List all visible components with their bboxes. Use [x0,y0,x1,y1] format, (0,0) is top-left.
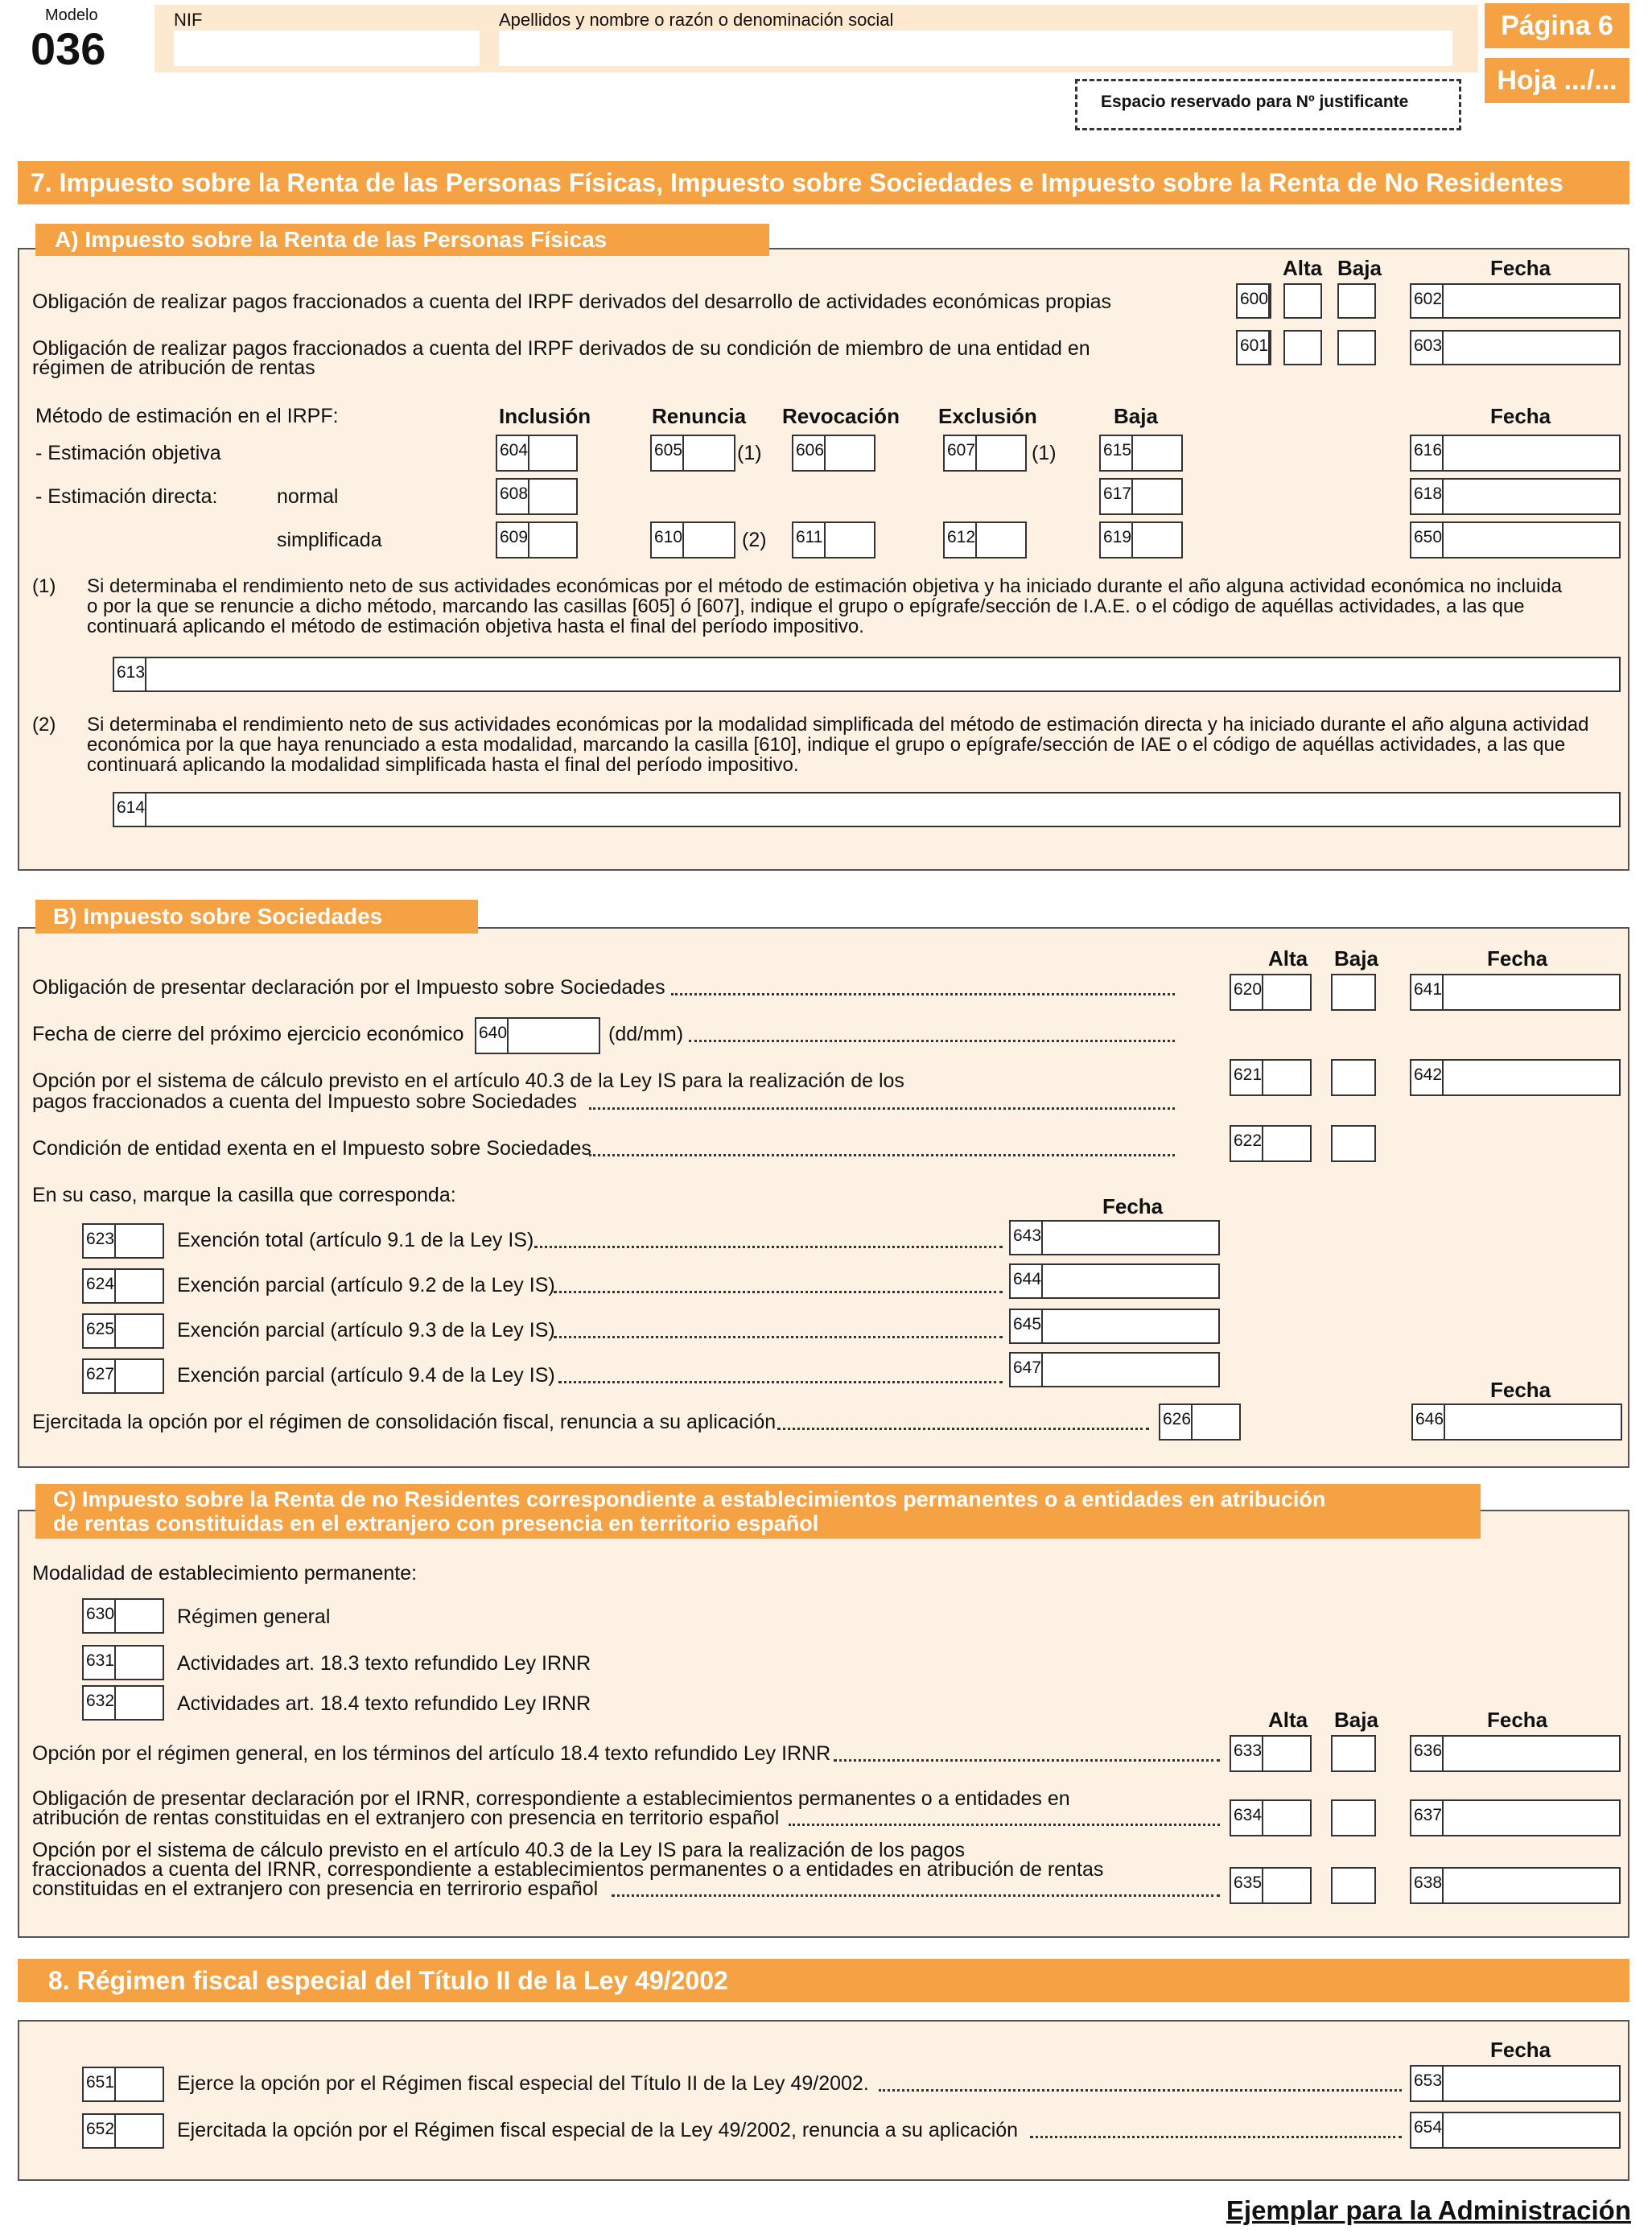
fecha-654-field[interactable]: 654 [1410,2112,1621,2149]
s8-r2-label: Ejercitada la opción por el Régimen fiscal especial de la Ley 49/2002, renuncia a su aplicación [177,2119,1019,2141]
section-b-title: B) Impuesto sobre Sociedades [35,900,478,934]
inclusion-header: Inclusión [499,404,591,428]
section-c-title: C) Impuesto sobre la Renta de no Residentes correspondiente a establecimientos permanentes o a entidades en atribución de rentas constituidas en el extranjero con presencia en territorio español [35,1484,1481,1539]
nombre-input[interactable] [499,31,1452,66]
a-row1-label: Obligación de realizar pagos fraccionados a cuenta del IRPF derivados del desarrollo de actividades económicas propias [32,291,1112,313]
box-606[interactable]: 606 [792,435,875,472]
code-separator [507,1019,509,1053]
baja-601-checkbox[interactable] [1337,330,1376,365]
fecha-644-field[interactable]: 644 [1009,1263,1220,1299]
code-separator [114,1315,116,1347]
field-613[interactable]: 613 [113,657,1621,692]
note-ref-1b: (1) [1032,442,1057,464]
code-separator [145,793,146,826]
fecha-647-field[interactable]: 647 [1009,1352,1220,1387]
ex2-leader [554,1291,1003,1293]
code-separator [1041,1265,1043,1297]
objetiva-label: - Estimación objetiva [35,442,221,464]
code-separator [114,2068,116,2100]
code-separator [114,1687,116,1719]
box-635[interactable]: 635 [1230,1867,1312,1904]
modalidad-label: Modalidad de establecimiento permanente: [32,1562,418,1585]
box-633[interactable]: 633 [1230,1735,1312,1772]
field-614[interactable]: 614 [113,792,1621,827]
fecha-636-field[interactable]: 636 [1410,1735,1621,1772]
box-630[interactable]: 630 [82,1598,164,1634]
a-alta-header: Alta [1283,256,1323,280]
hoja-badge: Hoja .../... [1485,58,1629,103]
nif-input[interactable] [174,31,480,66]
ex4-label: Exención parcial (artículo 9.4 de la Ley IS) [177,1364,555,1387]
code-separator [1262,1801,1263,1835]
code-separator [1442,1061,1444,1094]
code-separator [114,1600,116,1632]
box-624[interactable]: 624 [82,1268,164,1304]
box-651[interactable]: 651 [82,2067,164,2102]
b-row2-label: Fecha de cierre del próximo ejercicio económico [32,1023,464,1045]
note2-number: (2) [32,714,56,736]
b-fecha3-header: Fecha [1490,1378,1551,1402]
m1-label: Régimen general [177,1605,331,1628]
code-separator [1262,1737,1263,1770]
code-separator [114,1225,116,1257]
code-separator [1442,1737,1444,1770]
b-row3-leader [589,1107,1175,1110]
simplificada-label: simplificada [277,529,382,551]
c-alta-header: Alta [1268,1708,1308,1732]
s8-r2-leader [1030,2136,1402,2138]
code-separator [1268,332,1270,364]
b-fecha-header: Fecha [1487,946,1548,971]
c-r2-label-a: Obligación de presentar declaración por el IRNR, correspondiente a establecimientos permanentes o a entidades en [32,1787,1070,1810]
ex1-leader [534,1246,1003,1248]
pagina-badge: Página 6 [1485,3,1629,48]
code-separator [682,523,684,557]
b-baja-header: Baja [1334,946,1378,971]
code-separator [528,436,529,470]
note2-text: Si determinaba el rendimiento neto de sus actividades económicas por la modalidad simplificada del método de estimación directa y ha iniciado durante el año alguna actividad económica por la que haya renunciado a esta modalidad, marcando la casilla [610], indique el grupo o epígrafe/sección de IAE o el código de aquéllas actividades, a las que continuará aplicando la modalidad simplificada hasta el final del período impositivo. [87,714,1589,776]
baja-634-checkbox[interactable] [1331,1799,1376,1836]
c-baja-header: Baja [1334,1708,1378,1732]
nombre-label: Apellidos y nombre o razón o denominación social [499,10,894,30]
note-ref-1a: (1) [737,442,762,464]
box-652[interactable]: 652 [82,2113,164,2149]
box-620[interactable]: 620 [1230,974,1312,1011]
code-separator [1262,1127,1263,1160]
box-619[interactable]: 619 [1099,521,1183,558]
a-row2-label-a: Obligación de realizar pagos fraccionados a cuenta del IRPF derivados de su condición de miembro de una entidad en [32,337,1090,360]
baja-633-checkbox[interactable] [1331,1735,1376,1772]
box-607[interactable]: 607 [943,435,1027,472]
b-row2-leader [689,1040,1175,1042]
baja2-header: Baja [1114,404,1158,428]
box-631[interactable]: 631 [82,1645,164,1680]
fecha-645-field[interactable]: 645 [1009,1309,1220,1344]
code-separator [682,436,684,470]
code-separator [1442,480,1444,513]
box-626[interactable]: 626 [1159,1403,1241,1441]
fecha-602-field[interactable]: 602 [1410,283,1621,319]
code-separator [114,1270,116,1302]
code-separator [1262,1869,1263,1902]
code-separator [1262,975,1263,1009]
box-625[interactable]: 625 [82,1313,164,1349]
exclusion-header: Exclusión [938,404,1037,428]
code-separator [1041,1354,1043,1386]
code-separator [1444,1405,1445,1439]
fecha2-header: Fecha [1490,404,1551,428]
b-row4-leader [589,1154,1175,1156]
code-separator [114,1647,116,1679]
m3-label: Actividades art. 18.4 texto refundido Ley IRNR [177,1692,591,1715]
fecha-641-field[interactable]: 641 [1410,974,1621,1011]
a-fecha-header: Fecha [1490,256,1551,280]
box-621[interactable]: 621 [1230,1059,1312,1096]
b-row1-label: Obligación de presentar declaración por el Impuesto sobre Sociedades [32,976,665,999]
code-separator [1131,523,1133,557]
fecha-618-field[interactable]: 618 [1410,478,1621,515]
box-600: 600 [1236,283,1271,319]
box-632[interactable]: 632 [82,1685,164,1721]
b-row5-label: En su caso, marque la casilla que corresponda: [32,1184,456,1206]
fecha-653-field[interactable]: 653 [1410,2065,1621,2102]
fecha-650-field[interactable]: 650 [1410,521,1621,558]
c-fecha-header: Fecha [1487,1708,1548,1732]
ex3-label: Exención parcial (artículo 9.3 de la Ley IS) [177,1319,555,1342]
fecha-640-field[interactable]: 640 [475,1017,600,1054]
metodo-label: Método de estimación en el IRPF: [35,405,339,427]
box-627[interactable]: 627 [82,1358,164,1394]
code-separator [1442,2067,1444,2100]
c-r1-label: Opción por el régimen general, en los términos del artículo 18.4 texto refundido Ley IRNR [32,1742,831,1765]
reservado-label: Espacio reservado para Nº justificante [1101,93,1409,111]
c-r3-leader [612,1894,1220,1897]
note1-text: Si determinaba el rendimiento neto de sus actividades económicas por el método de estimación objetiva y ha iniciado durante el año alguna actividad económica no incluida o por la que se renuncie a dicho método, marcando las casillas [605] ó [607], indique el grupo o epígrafe/sección de I.A.E. o el código de aquéllas actividades, a las que continuará aplicando el método de estimación objetiva hasta el final del período impositivo. [87,575,1563,637]
fecha-616-field[interactable]: 616 [1410,435,1621,472]
c-r3-label-a: Opción por el sistema de cálculo previsto en el artículo 40.3 de la Ley IS para la realización de los pagos [32,1839,965,1861]
normal-label: normal [277,485,339,508]
renuncia-header: Renuncia [652,404,747,428]
ex1-label: Exención total (artículo 9.1 de la Ley IS) [177,1229,534,1251]
a-baja-header: Baja [1337,256,1382,280]
section8-title: 8. Régimen fiscal especial del Título II de la Ley 49/2002 [18,1959,1629,2002]
ex3-leader [554,1336,1003,1338]
note-ref-2: (2) [742,529,767,551]
ex4-leader [558,1381,1003,1383]
modelo-number: 036 [31,23,106,74]
a-row2-label-b: régimen de atribución de rentas [32,357,315,379]
s8-r1-leader [879,2089,1402,2092]
m2-label: Actividades art. 18.3 texto refundido Ley IRNR [177,1652,591,1675]
code-separator [824,436,826,470]
box-601: 601 [1236,330,1271,365]
box-634[interactable]: 634 [1230,1799,1312,1836]
code-separator [1268,285,1270,317]
b-fecha-sub-header: Fecha [1102,1194,1164,1218]
box-611[interactable]: 611 [792,521,875,558]
section-8-body [18,2020,1629,2181]
revocacion-header: Revocación [782,404,900,428]
box-615[interactable]: 615 [1099,435,1183,472]
baja-620-checkbox[interactable] [1331,974,1376,1011]
code-separator [975,436,977,470]
nif-label: NIF [174,10,203,30]
code-separator [1131,436,1133,470]
code-separator [1442,523,1444,557]
baja-635-checkbox[interactable] [1331,1867,1376,1904]
box-622[interactable]: 622 [1230,1125,1312,1162]
box-612[interactable]: 612 [943,521,1027,558]
c-r2-leader [789,1824,1220,1826]
b-row3-label-b: pagos fraccionados a cuenta del Impuesto sobre Sociedades [32,1090,577,1113]
code-separator [1191,1405,1193,1439]
baja-600-checkbox[interactable] [1337,283,1376,319]
c-r1-leader [834,1759,1220,1762]
fecha-638-field[interactable]: 638 [1410,1867,1621,1904]
code-separator [1442,1869,1444,1902]
fecha-643-field[interactable]: 643 [1009,1220,1220,1255]
box-604[interactable]: 604 [496,435,578,472]
alta-601-checkbox[interactable] [1283,330,1322,365]
b-row2-format: (dd/mm) [608,1023,684,1045]
b-row6-leader [777,1428,1149,1430]
section7-title: 7. Impuesto sobre la Renta de las Personas Físicas, Impuesto sobre Sociedades e Impuesto sobre la Renta de No Residentes [18,161,1629,204]
c-r2-label-b: atribución de rentas constituidas en el extranjero con presencia en territorio español [32,1807,780,1829]
code-separator [975,523,977,557]
b-row1-leader [671,993,1175,995]
section-a-title: A) Impuesto sobre la Renta de las Personas Físicas [35,224,769,256]
s8-fecha-header: Fecha [1490,2038,1551,2062]
ex2-label: Exención parcial (artículo 9.2 de la Ley IS) [177,1274,555,1296]
note1-number: (1) [32,575,56,597]
fecha-603-field[interactable]: 603 [1410,330,1621,365]
footer-ejemplar: Ejemplar para la Administración [1226,2195,1631,2225]
box-605[interactable]: 605 [650,435,735,472]
code-separator [528,523,529,557]
b-row6-label: Ejercitada la opción por el régimen de consolidación fiscal, renuncia a su aplicación [32,1411,777,1433]
code-separator [1131,480,1133,513]
code-separator [1442,975,1444,1009]
code-separator [1442,332,1444,364]
fecha-637-field[interactable]: 637 [1410,1799,1621,1836]
code-separator [1041,1222,1043,1254]
c-r3-label-b: fraccionados a cuenta del IRNR, correspondiente a establecimientos permanentes o a entidades en atribución de rentas [32,1858,1104,1881]
s8-r1-label: Ejerce la opción por el Régimen fiscal especial del Título II de la Ley 49/2002. [177,2072,869,2095]
code-separator [145,658,146,690]
box-609[interactable]: 609 [496,521,578,558]
code-separator [1041,1310,1043,1342]
alta-600-checkbox[interactable] [1283,283,1322,319]
fecha-642-field[interactable]: 642 [1410,1059,1621,1096]
box-623[interactable]: 623 [82,1223,164,1259]
box-608[interactable]: 608 [496,478,578,515]
modelo-label: Modelo [45,6,98,24]
baja-621-checkbox[interactable] [1331,1059,1376,1096]
code-separator [1442,2113,1444,2147]
fecha-646-field[interactable]: 646 [1411,1403,1622,1441]
baja-622-checkbox[interactable] [1331,1125,1376,1162]
code-separator [528,480,529,513]
b-row4-label: Condición de entidad exenta en el Impuesto sobre Sociedades [32,1137,591,1160]
c-r3-label-c: constituidas en el extranjero con presencia en terrirorio español [32,1877,599,1900]
code-separator [1442,285,1444,317]
code-separator [114,2115,116,2147]
code-separator [824,523,826,557]
code-separator [114,1360,116,1392]
code-separator [1262,1061,1263,1094]
b-alta-header: Alta [1268,946,1308,971]
code-separator [1442,436,1444,470]
b-row3-label-a: Opción por el sistema de cálculo previsto en el artículo 40.3 de la Ley IS para la realización de los [32,1070,904,1092]
directa-label: - Estimación directa: [35,485,218,508]
box-610[interactable]: 610 [650,521,735,558]
code-separator [1442,1801,1444,1835]
box-617[interactable]: 617 [1099,478,1183,515]
